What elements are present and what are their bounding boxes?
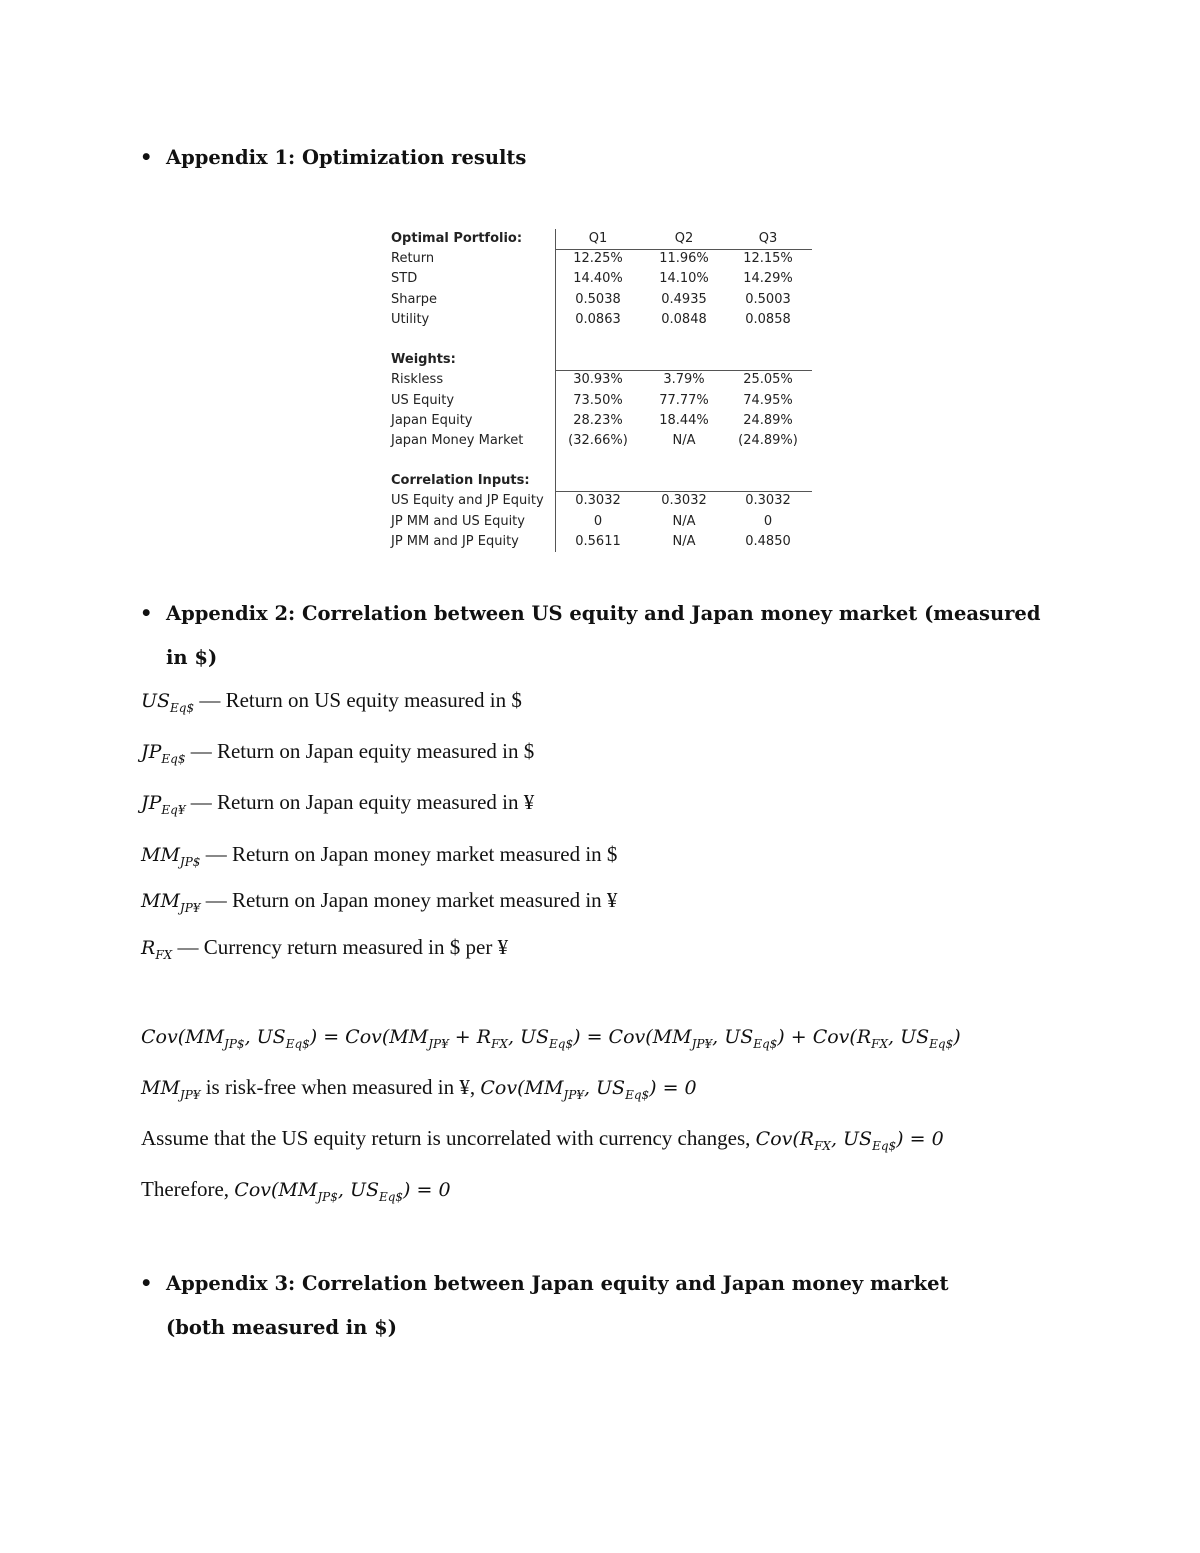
table-row: [388, 391, 812, 411]
table-spacer-row: [388, 451, 812, 471]
table-row: [388, 290, 812, 310]
definition-jp-equity-usd: [141, 739, 534, 766]
row-label: US Equity and JP Equity: [391, 493, 544, 509]
table-row: [388, 491, 812, 511]
statement-text: is risk-free when measured in ¥,: [200, 1075, 481, 1099]
math-formula: $Cov(MM_{JP¥}$, $US_{Eq\$}) = 0$: [480, 1077, 697, 1102]
math-symbol: $JP_{Eq¥}$: [141, 792, 186, 817]
bullet: •: [140, 146, 153, 169]
cell-q3: 24.89%: [743, 412, 793, 428]
table-row: [388, 249, 812, 269]
table-row: [388, 411, 812, 431]
math-symbol: $MM_{JP¥}$: [141, 1077, 201, 1102]
table-row: [388, 310, 812, 330]
cell-q2: 77.77%: [659, 392, 709, 408]
cell-q2: N/A: [672, 513, 696, 529]
table-spacer-row: [388, 330, 812, 350]
table-row: [388, 512, 812, 532]
cell-q2: N/A: [672, 533, 696, 549]
table-row: [388, 370, 812, 390]
cell-q3: 0.0858: [745, 311, 791, 327]
row-label: Riskless: [391, 372, 444, 388]
appendix-3-heading: [140, 1262, 986, 1350]
bullet: •: [140, 602, 153, 625]
math-symbol: $MM_{JP\$}$: [141, 844, 201, 869]
row-label: Japan Money Market: [391, 432, 524, 448]
math-symbol: $US_{Eq\$}$: [141, 690, 195, 715]
table-header-row: [388, 229, 812, 249]
cell-q3: 0: [763, 513, 773, 529]
row-label: Return: [391, 251, 435, 267]
row-label: Japan Equity: [391, 412, 473, 428]
row-label: JP MM and JP Equity: [391, 533, 519, 549]
cell-q3: 14.29%: [743, 271, 793, 287]
cell-q3: 0.3032: [745, 493, 791, 509]
row-label: JP MM and US Equity: [391, 513, 525, 529]
cell-q1: 30.93%: [573, 372, 623, 388]
row-label: Sharpe: [391, 291, 438, 307]
math-symbol: $R_{FX}$: [141, 937, 173, 962]
cell-q1: 0.3032: [575, 493, 621, 509]
definition-text: — Return on Japan equity measured in $: [190, 739, 535, 763]
cell-q1: 28.23%: [573, 412, 623, 428]
math-formula: $Cov(MM_{JP\$}$, $US_{Eq\$}) = Cov(MM_{JP¥} + R_{FX}$, $US_{Eq\$}) = Cov(MM_{JP¥}$, $US_{Eq\$}) + Cov(R_{FX}$, $US_{Eq\$}$): [141, 1026, 961, 1051]
definition-text: — Return on Japan equity measured in ¥: [190, 790, 535, 814]
math-formula: $Cov(R_{FX}$, $US_{Eq\$}) = 0$: [755, 1128, 944, 1153]
appendix-3-title: Appendix 3: Correlation between Japan equity and Japan money market (both measured in $): [166, 1272, 949, 1339]
cell-q3: 74.95%: [743, 392, 793, 408]
cell-q1: 0.5611: [575, 533, 621, 549]
optimization-results-table: [388, 229, 812, 552]
correlation-section-header: [388, 471, 812, 491]
risk-free-statement: [141, 1075, 697, 1102]
definition-text: — Currency return measured in $ per ¥: [177, 935, 509, 959]
math-formula: $Cov(MM_{JP\$}$, $US_{Eq\$}) = 0$: [234, 1179, 451, 1204]
row-label: Utility: [391, 311, 430, 327]
definition-mm-jp-usd: [141, 842, 617, 869]
math-symbol: $MM_{JP¥}$: [141, 890, 201, 915]
cell-q2: N/A: [672, 432, 696, 448]
cell-q1: 12.25%: [573, 251, 623, 267]
weights-header: Weights:: [391, 352, 456, 368]
conclusion-statement: [141, 1177, 451, 1204]
cell-q2: 14.10%: [659, 271, 709, 287]
cell-q3: 0.4850: [745, 533, 791, 549]
cell-q1: 0.0863: [575, 311, 621, 327]
statement-text: Assume that the US equity return is uncorrelated with currency changes,: [141, 1126, 756, 1150]
cell-q2: 0.4935: [661, 291, 707, 307]
cell-q1: (32.66%): [568, 432, 628, 448]
table-row: [388, 532, 812, 552]
definition-r-fx: [141, 935, 508, 962]
cell-q2: 18.44%: [659, 412, 709, 428]
cell-q1: 14.40%: [573, 271, 623, 287]
appendix-2-heading: [140, 592, 1046, 680]
cell-q2: 11.96%: [659, 251, 709, 267]
definition-jp-equity-yen: [141, 790, 534, 817]
cell-q2: 0.0848: [661, 311, 707, 327]
cell-q2: 3.79%: [663, 372, 705, 388]
cell-q1: 0: [593, 513, 603, 529]
cell-q2: 0.3032: [661, 493, 707, 509]
table-row: [388, 431, 812, 451]
column-header-q3: Q3: [758, 231, 778, 246]
definition-text: — Return on US equity measured in $: [199, 688, 522, 712]
math-symbol: $JP_{Eq\$}$: [141, 741, 186, 766]
appendix-2-title: Appendix 2: Correlation between US equity and Japan money market (measured in $): [166, 602, 1041, 669]
correlation-header: Correlation Inputs:: [391, 473, 530, 489]
table-header-label: Optimal Portfolio:: [391, 231, 523, 246]
definition-text: — Return on Japan money market measured in ¥: [205, 888, 618, 912]
appendix-1-title: Appendix 1: Optimization results: [166, 146, 527, 169]
cell-q1: 0.5038: [575, 291, 621, 307]
statement-text: Therefore,: [141, 1177, 235, 1201]
weights-section-header: [388, 350, 812, 370]
cell-q3: 25.05%: [743, 372, 793, 388]
column-header-q2: Q2: [674, 231, 694, 246]
cell-q3: 0.5003: [745, 291, 791, 307]
cell-q3: (24.89%): [738, 432, 798, 448]
column-header-q1: Q1: [588, 231, 608, 246]
table-row: [388, 269, 812, 289]
row-label: US Equity: [391, 392, 455, 408]
cell-q3: 12.15%: [743, 251, 793, 267]
definition-text: — Return on Japan money market measured in $: [205, 842, 618, 866]
bullet: •: [140, 1272, 153, 1295]
definition-mm-jp-yen: [141, 888, 617, 915]
appendix-1-heading: [140, 136, 1046, 180]
assumption-statement: [141, 1126, 944, 1153]
cell-q1: 73.50%: [573, 392, 623, 408]
covariance-equation: [141, 1024, 961, 1051]
row-label: STD: [391, 271, 418, 287]
definition-us-equity-usd: [141, 688, 522, 715]
